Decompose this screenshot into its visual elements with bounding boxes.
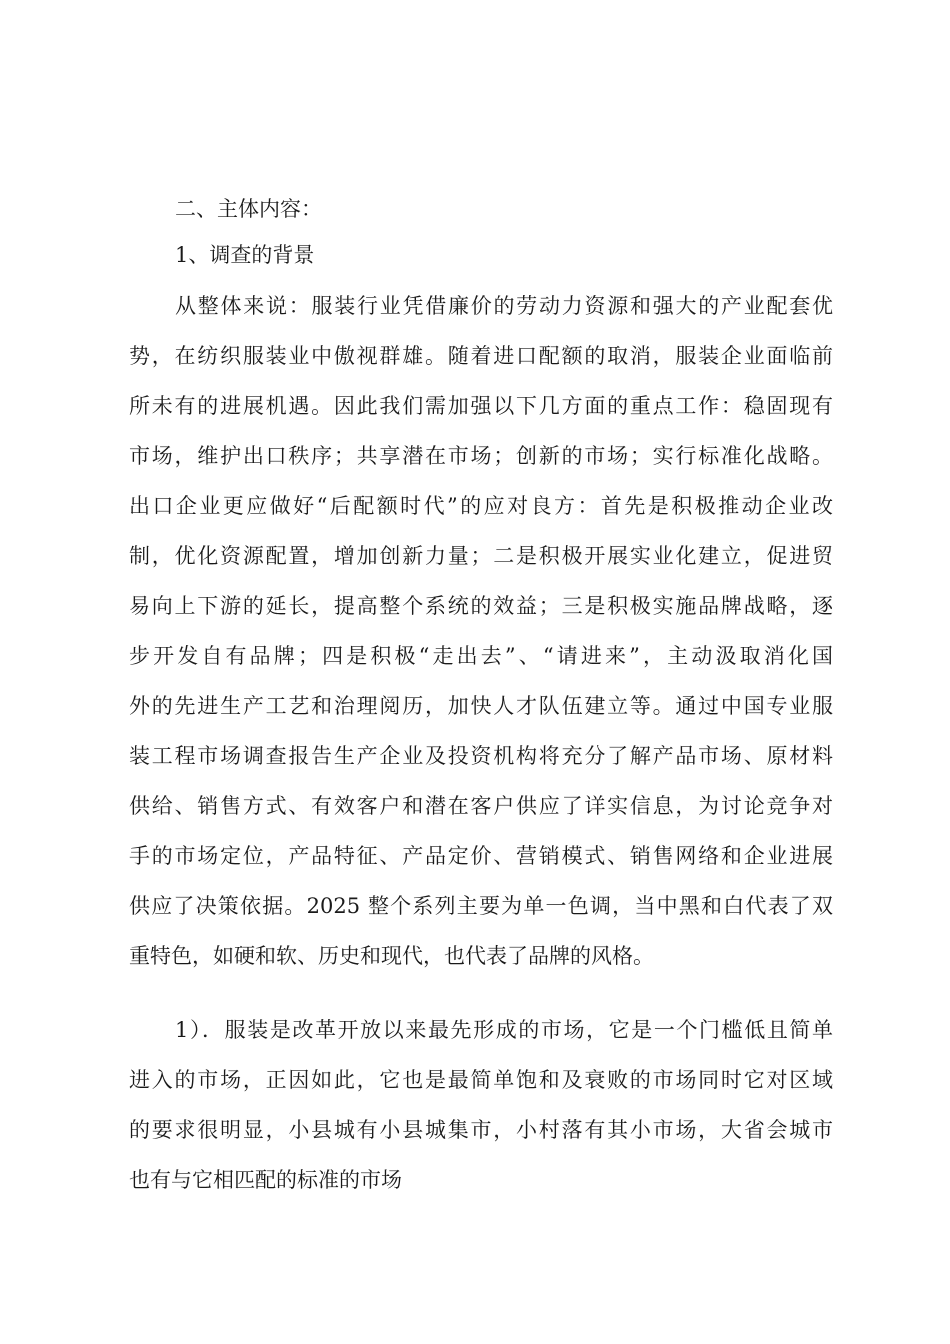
paragraph-line: 势，在纺织服装业中傲视群雄。随着进口配额的取消，服装企业面临前 bbox=[129, 344, 833, 368]
paragraph-line: 易向上下游的延长，提高整个系统的效益；三是积极实施品牌战略，逐 bbox=[129, 594, 833, 618]
paragraph-line: 外的先进生产工艺和治理阅历，加快人才队伍建立等。通过中国专业服 bbox=[129, 694, 833, 718]
subheading-background: 1、调查的背景 bbox=[175, 243, 315, 267]
paragraph-line: 步开发自有品牌；四是积极“走出去”、“请进来”，主动汲取消化国 bbox=[129, 644, 833, 668]
paragraph-line: 1）．服装是改革开放以来最先形成的市场，它是一个门槛低且简单 bbox=[175, 1018, 833, 1042]
paragraph-line: 进入的市场，正因如此，它也是最简单饱和及衰败的市场同时它对区域 bbox=[129, 1068, 833, 1092]
paragraph-line: 供应了决策依据。2025 整个系列主要为单一色调，当中黑和白代表了双 bbox=[129, 894, 833, 918]
paragraph-line: 市场，维护出口秩序；共享潜在市场；创新的市场；实行标准化战略。 bbox=[129, 444, 833, 468]
paragraph-line: 制，优化资源配置，增加创新力量；二是积极开展实业化建立，促进贸 bbox=[129, 544, 833, 568]
section-heading: 二、主体内容： bbox=[175, 197, 322, 221]
paragraph-line: 出口企业更应做好“后配额时代”的应对良方：首先是积极推动企业改 bbox=[129, 494, 833, 518]
paragraph-line: 装工程市场调查报告生产企业及投资机构将充分了解产品市场、原材料 bbox=[129, 744, 833, 768]
paragraph-line: 供给、销售方式、有效客户和潜在客户供应了详实信息，为讨论竞争对 bbox=[129, 794, 833, 818]
paragraph-line: 从整体来说：服装行业凭借廉价的劳动力资源和强大的产业配套优 bbox=[175, 294, 833, 318]
paragraph-line: 的要求很明显，小县城有小县城集市，小村落有其小市场，大省会城市 bbox=[129, 1118, 833, 1142]
paragraph-line: 重特色，如硬和软、历史和现代，也代表了品牌的风格。 bbox=[129, 944, 654, 968]
paragraph-line: 所未有的进展机遇。因此我们需加强以下几方面的重点工作：稳固现有 bbox=[129, 394, 833, 418]
paragraph-line: 手的市场定位，产品特征、产品定价、营销模式、销售网络和企业进展 bbox=[129, 844, 833, 868]
paragraph-line: 也有与它相匹配的标准的市场 bbox=[129, 1168, 402, 1192]
